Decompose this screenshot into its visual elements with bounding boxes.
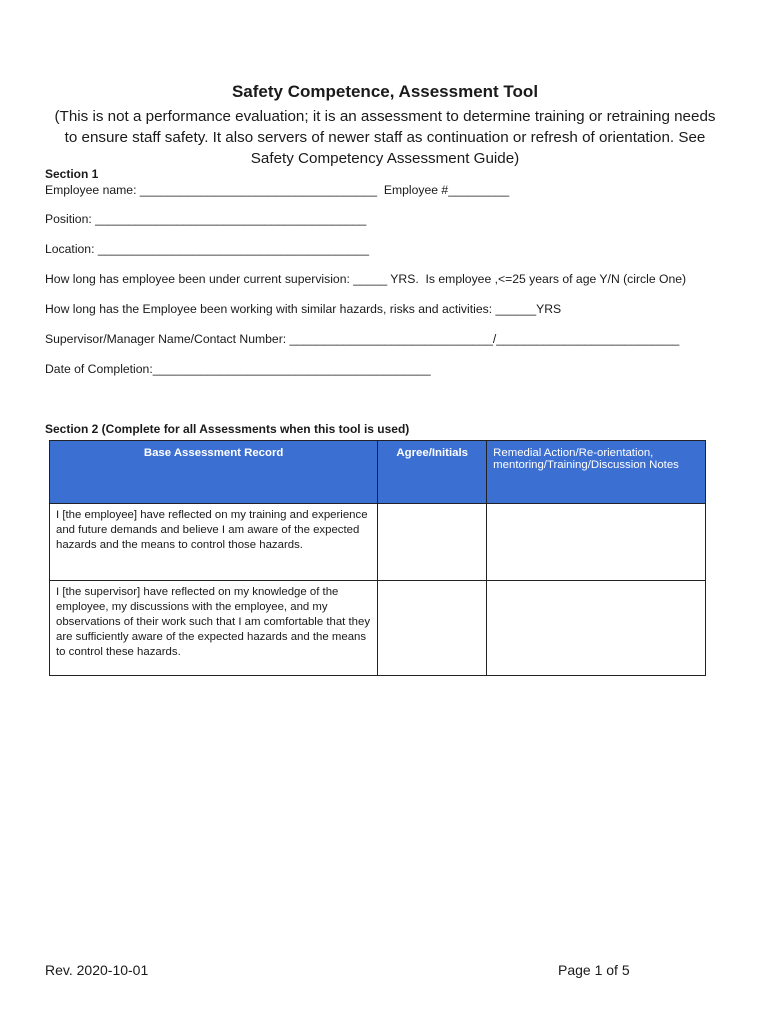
supervision-duration-field[interactable]: How long has employee been under current supervision: _____ YRS. Is employee ,<=25 years of age Y/N (circle One) [45,272,687,286]
assessment-table [49,440,706,676]
document-subtitle: (This is not a performance evaluation; it is an assessment to determine training or retraining needs to ensure staff safety. It also servers of newer staff as continuation or refresh of orientation. See Safety Competency Assessment Guide) [54,108,716,167]
hazard-experience-field[interactable]: How long has the Employee been working with similar hazards, risks and activities: ______YRS [45,302,562,316]
position-field[interactable]: Position: ________________________________________ [45,212,367,226]
employee-notes-cell[interactable] [487,504,706,581]
employee-name-field[interactable]: Employee name: ___________________________________ Employee #_________ [45,183,510,197]
location-field[interactable]: Location: ________________________________________ [45,242,369,256]
table-row [50,504,706,581]
section-1-heading: Section 1 [45,167,99,181]
column-header-notes: Remedial Action/Re-orientation, mentoring/Training/Discussion Notes [487,441,706,504]
completion-date-field[interactable]: Date of Completion:_________________________________________ [45,362,431,376]
column-header-agree: Agree/Initials [378,441,487,504]
supervisor-agree-cell[interactable] [378,581,487,676]
column-header-base-record: Base Assessment Record [50,441,378,504]
document-title: Safety Competence, Assessment Tool [231,82,539,101]
supervisor-notes-cell[interactable] [487,581,706,676]
page-number: Page 1 of 5 [558,962,630,978]
employee-statement-cell: I [the employee] have reflected on my training and experience and future demands and believe I am aware of the expected hazards and the means to control those hazards. [50,504,378,581]
table-header-row [50,441,706,504]
employee-agree-cell[interactable] [378,504,487,581]
supervisor-contact-field[interactable]: Supervisor/Manager Name/Contact Number: ______________________________/___________________________ [45,332,680,346]
supervisor-statement-cell: I [the supervisor] have reflected on my knowledge of the employee, my discussions with the employee, and my observations of their work such that I am comfortable that they are sufficiently aware of the expected hazards and the means to control these hazards. [50,581,378,676]
table-row [50,581,706,676]
revision-label: Rev. 2020-10-01 [45,962,149,978]
section-2-heading: Section 2 (Complete for all Assessments when this tool is used) [45,422,410,436]
